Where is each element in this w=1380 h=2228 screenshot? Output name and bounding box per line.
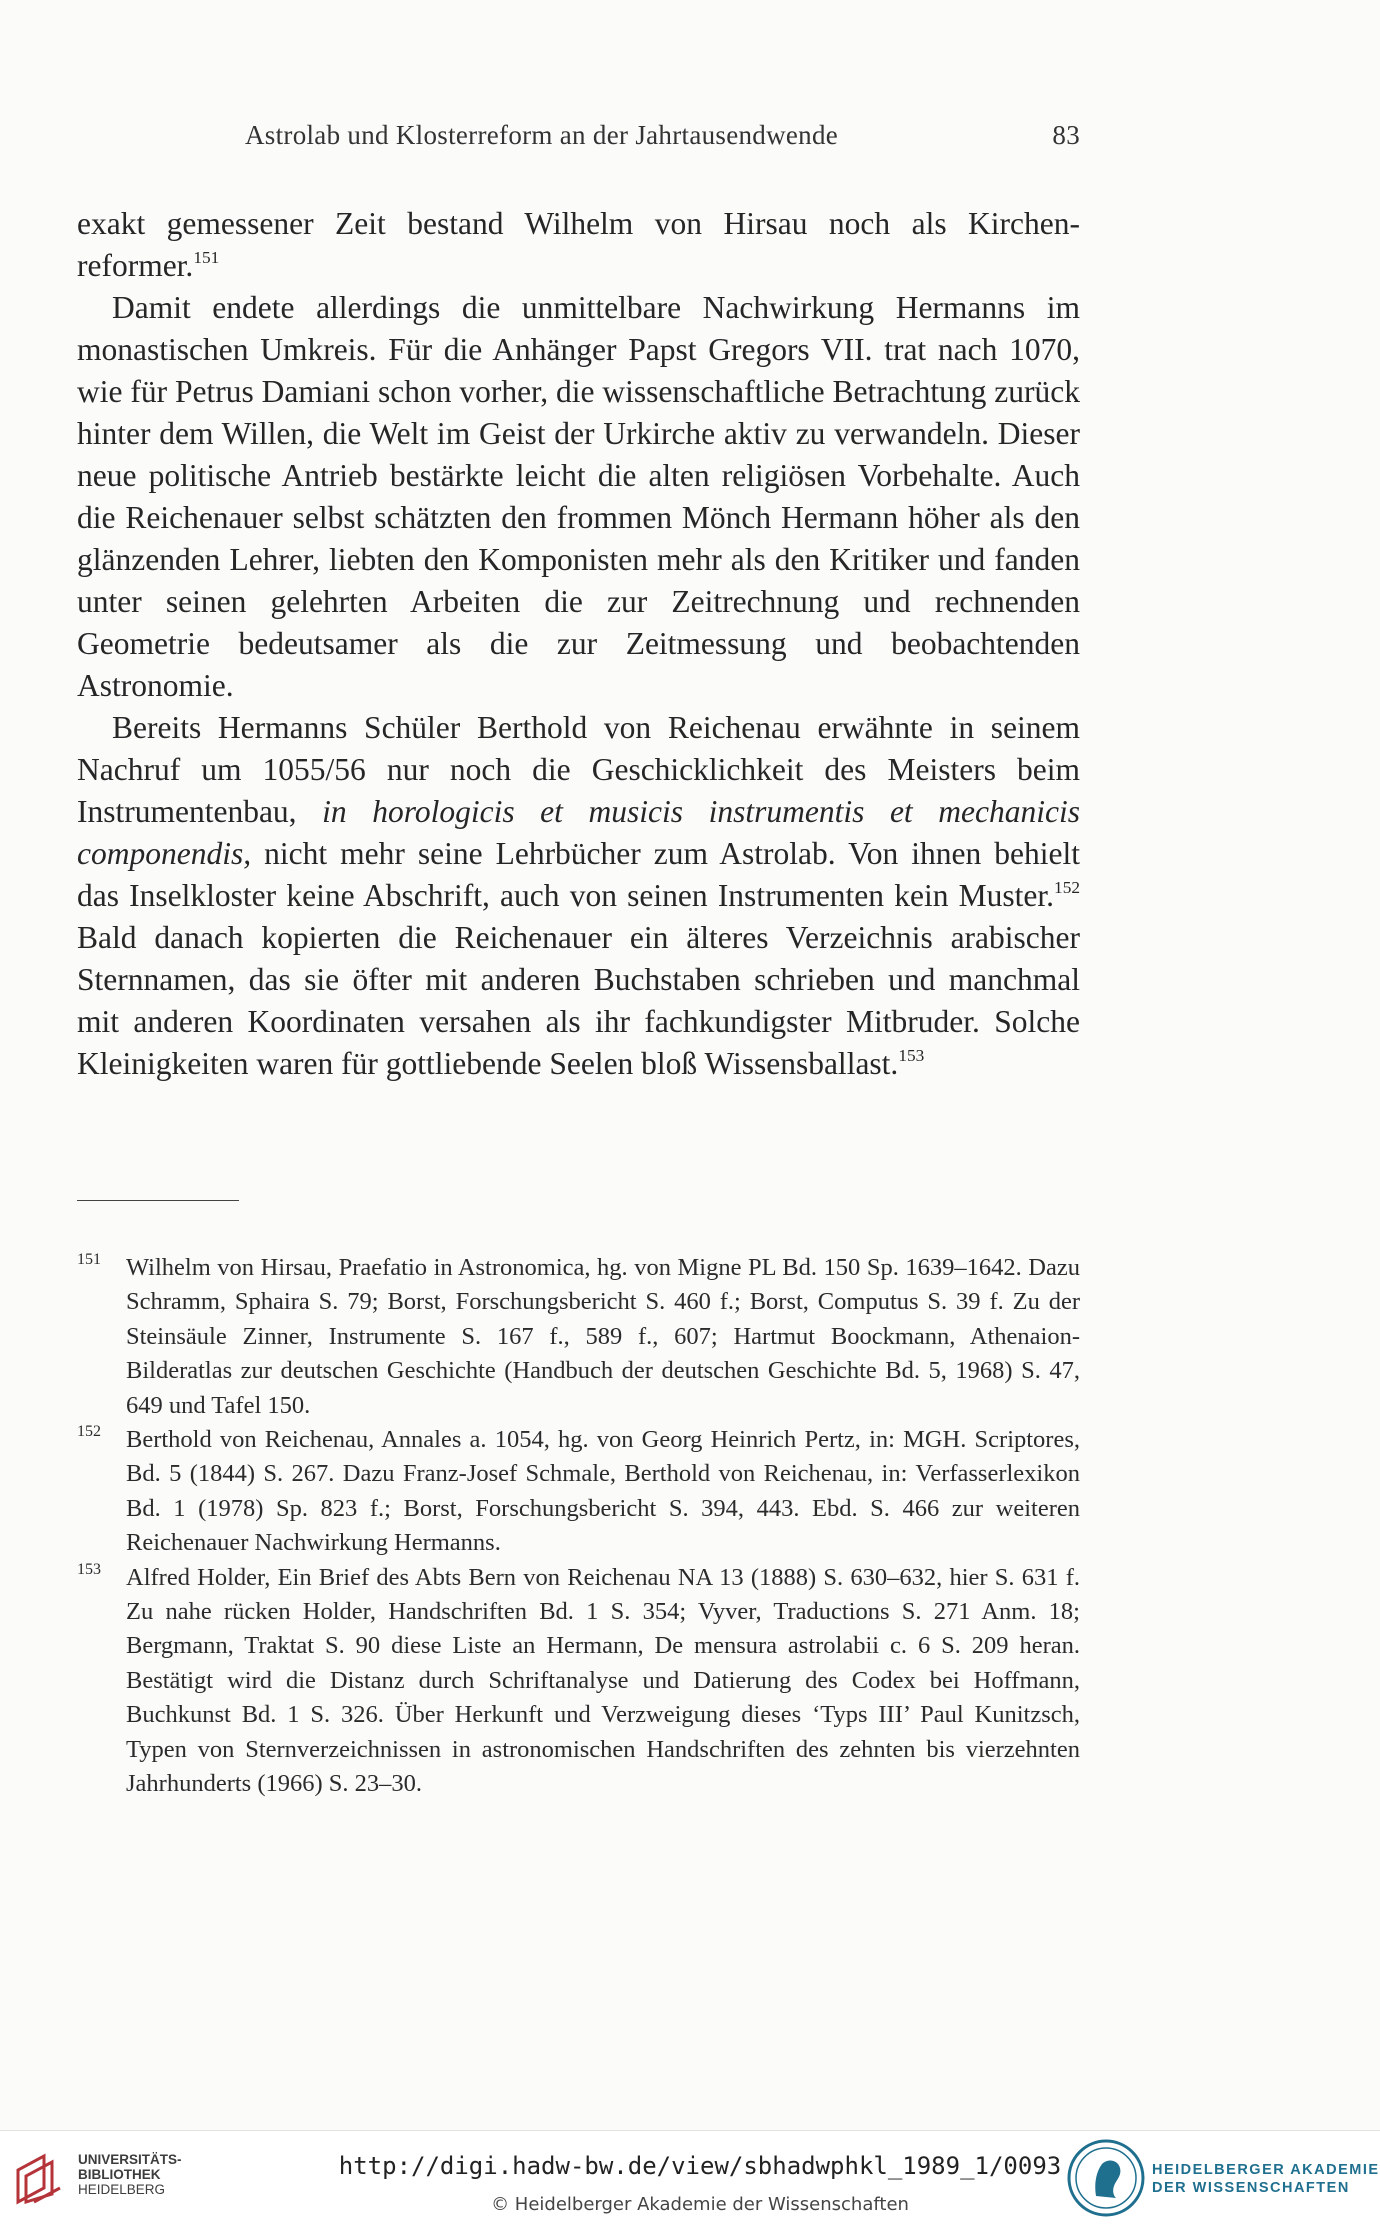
academy-seal-icon: [1066, 2138, 1146, 2218]
footnote-number: 152: [77, 1423, 101, 1441]
footnote: [77, 1561, 1080, 1802]
footnote-text: Berthold von Reichenau, Annales a. 1054, hg. von Georg Heinrich Pertz, in: MGH. Scriptores, Bd. 5 (1844) S. 267. Dazu Franz-Josef Schmale, Berthold von Reichenau, in: Verfasserlexikon Bd. 1 (1978) Sp. 823 f.; Borst, Forschungsbericht S. 394, 443. Ebd. S. 466 zur weiteren Reichenauer Nachwirkung Hermanns.: [126, 1426, 1080, 1557]
footnote-text: Alfred Holder, Ein Brief des Abts Bern von Reichenau NA 13 (1888) S. 630–632, hier S. 631 f. Zu nahe rücken Holder, Handschriften Bd. 1 S. 354; Vyver, Traductions S. 271 Anm. 18; Bergmann, Traktat S. 90 diese Liste an Hermann, De mensura astrolabii c. 6 S. 209 heran. Bestätigt wird die Distanz durch Schriftanalyse und Datierung des Codex bei Hoffmann, Buchkunst Bd. 1 S. 326. Über Herkunft und Verzweigung dieses ‘Typs III’ Paul Kunitzsch, Typen von Sternverzeichnissen in astronomischen Handschriften des zehnten bis vierzehnten Jahrhunderts (1966) S. 23–30.: [126, 1563, 1080, 1798]
footnote: [77, 1251, 1080, 1423]
paragraph-1: exakt gemessener Zeit bestand Wilhelm von Hirsau noch als Kirchenreformer.$^{151}$: [77, 206, 1080, 283]
footnotes: [77, 1251, 1080, 1802]
footnote-number: 151: [77, 1251, 101, 1268]
footnote-divider: [77, 1200, 239, 1201]
footnote-ref-152[interactable]: 152: [1054, 878, 1080, 898]
permalink-url[interactable]: http://digi.hadw-bw.de/view/sbhadwphkl_1989_1/0093: [338, 2152, 1062, 2180]
running-title: Astrolab und Klosterreform an der Jahrtausendwende: [245, 120, 839, 150]
body-text: [77, 203, 1080, 1085]
footnote: [77, 1423, 1080, 1561]
paragraph-3: Bereits Hermanns Schüler Berthold von Reichenau erwähnte in seinem Nachruf um 1055/56 nur noch die Geschicklichkeit des Meisters beim Instrumentenbau, in horologicis et musicis instrumentis et mechanicis componendis, nicht mehr seine Lehrbücher zum Astrolab. Von ihnen behielt das Inselkloster keine Abschrift, auch von seinen Instrumenten kein Muster.$^{152}$ Bald danach kopierten die Reichenauer ein älteres Verzeichnis arabischer Sternnamen, das sie öfter mit anderen Buchstaben schrieben und manchmal mit anderen Koordinaten versahen als ihr fachkundigster Mitbruder. Solche Kleinigkeiten waren für gottliebende Seelen bloß Wissensballast.$^{153}$: [77, 710, 1080, 1081]
footnote-ref-153[interactable]: 153: [898, 1046, 925, 1066]
paragraph-2: Damit endete allerdings die unmittelbare Nachwirkung Hermanns im monastischen Umkreis. Für die Anhänger Papst Gregors VII. trat nach 1070, wie für Petrus Damiani schon vorher, die wissenschaftliche Betrachtung zurück hinter dem Willen, die Welt im Geist der Urkirche aktiv zu verwandeln. Dieser neue politische Antrieb bestärkte leicht die alten religiösen Vorbehalte. Auch die Reichenauer selbst schätzten den frommen Mönch Hermann höher als den glänzenden Lehrer, liebten den Komponisten mehr als den Kritiker und fanden unter seinen gelehrten Arbeiten die zur Zeitrechnung und rechnenden Geometrie bedeutsamer als die zur Zeitmessung und beobachtenden Astronomie.: [77, 290, 1080, 703]
page-number: 83: [1052, 120, 1080, 150]
footnote-text: Wilhelm von Hirsau, Praefatio in Astronomica, hg. von Migne PL Bd. 150 Sp. 1639–1642. Dazu Schramm, Sphaira S. 79; Borst, Forschungsbericht S. 460 f.; Borst, Computus S. 39 f. Zu der Steinsäule Zinner, Instrumente S. 167 f., 589 f., 607; Hartmut Boockmann, Athenaion-Bilderatlas zur deutschen Geschichte (Handbuch der deutschen Geschichte Bd. 5, 1968) S. 47, 649 und Tafel 150.: [126, 1254, 1080, 1419]
university-library-name: UNIVERSITÄTS- BIBLIOTHEK HEIDELBERG: [78, 2152, 182, 2197]
footnote-ref-151[interactable]: 151: [193, 248, 220, 268]
copyright-notice: © Heidelberger Akademie der Wissenschaften: [491, 2194, 909, 2215]
footnote-number: 153: [77, 1560, 101, 1578]
latin-quote: in horologicis et musicis instrumentis et mechanicis componendis,: [77, 794, 1080, 871]
academy-name: HEIDELBERGER AKADEMIE DER WISSENSCHAFTEN: [1152, 2162, 1380, 2196]
